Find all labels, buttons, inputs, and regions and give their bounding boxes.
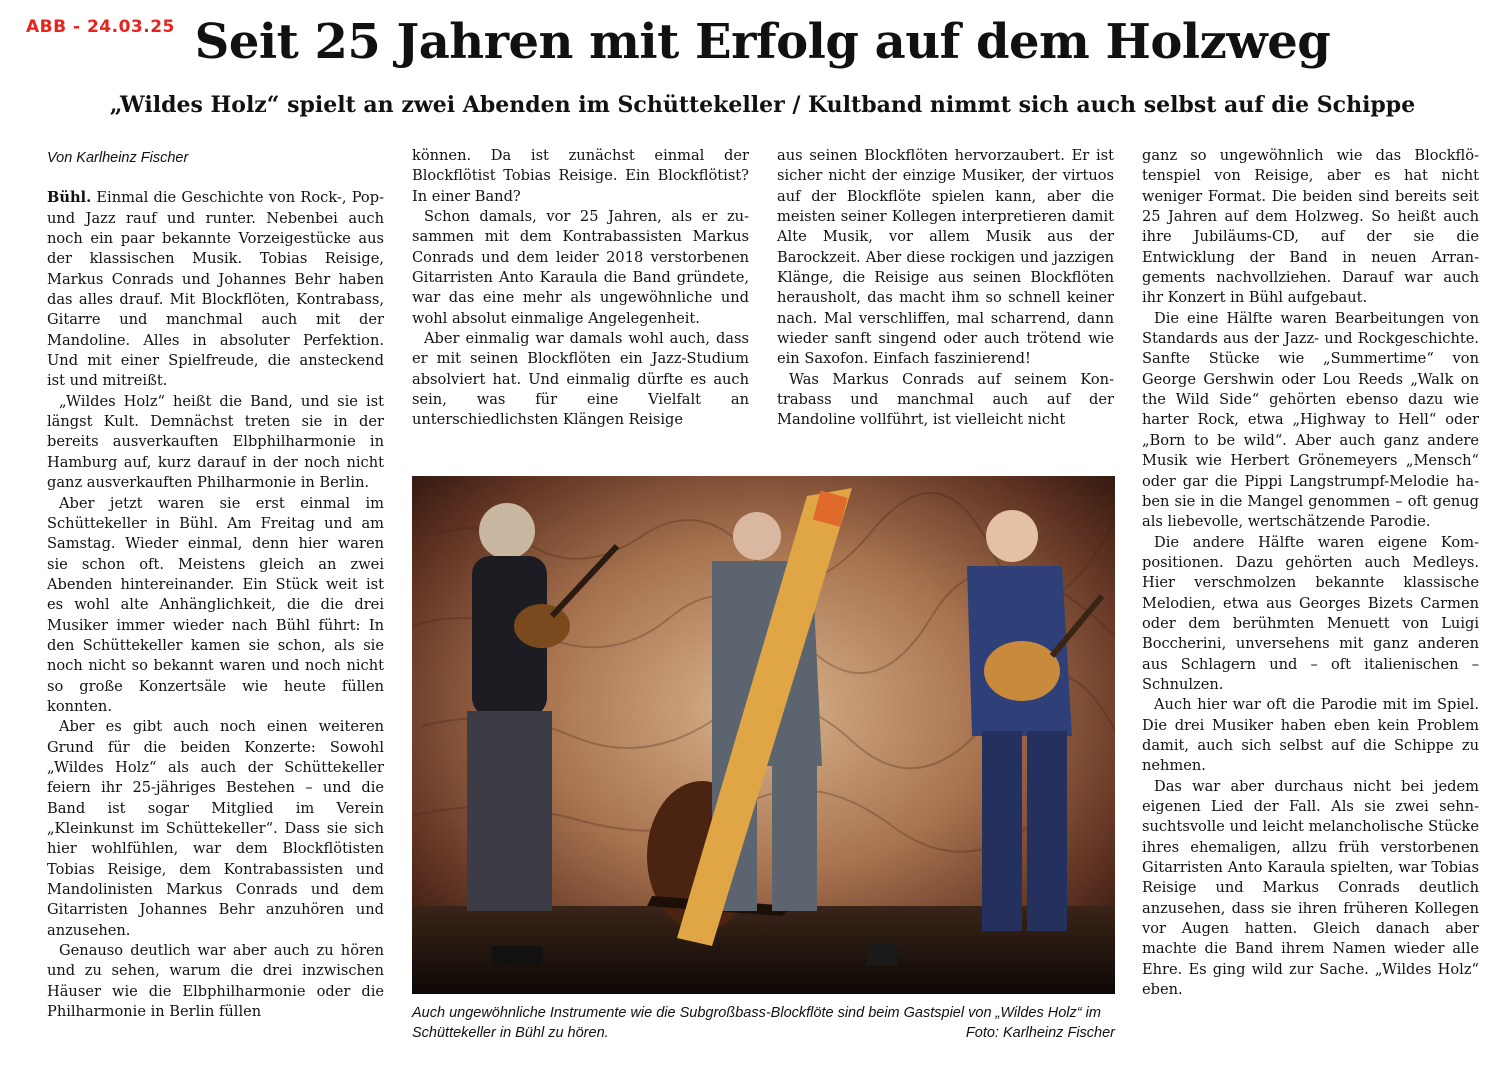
paragraph: Auch hier war oft die Parodie mit im Spiel. Die drei Musiker haben eben kein Problem damit, auch sich selbst auf die Schippe zu nehmen. xyxy=(1142,696,1479,775)
paragraph: Die eine Hälfte waren Bearbeitungen von Standards aus der Jazz- und Rockgeschichte. Sanfte Stücke wie „Summertime“ von George Gershwin oder Lou Reeds „Walk on the Wild Side“ gehörten ebenso dazu wie harter Rock, etwa „Highway to Hell“ oder „Born to be wild“. Aber auch ganz andere Musik wie Herbert Grönemeyers „Mensch“ oder gar die Pippi Langstrumpf-Melodie haben sie in die Mangel genommen – oft genug als liebevolle, wertschätzende Parodie. xyxy=(1142,309,1479,531)
article-subheadline: „Wildes Holz“ spielt an zwei Abenden im Schüttekeller / Kultband nimmt sich auch selbst auf die Schippe xyxy=(109,92,1416,118)
paragraph: „Wildes Holz“ heißt die Band, und sie ist längst Kult. Demnächst treten sie in der bereits ausverkauften Elbphilharmonie in Hamburg auf, kurz darauf in der noch nicht ganz ausverkauften Philharmonie in Berlin. xyxy=(47,392,384,492)
paragraph: Das war aber durchaus nicht bei jedem eigenen Lied der Fall. Als sie zwei sehnsuchtsvolle und leicht melancholische Stücke ihres ehemaligen, allzu früh verstorbenen Gitarristen Anto Karaula spielten, war Tobias Reisige und Markus Conrads deutlich anzusehen, dass sie ihren früheren Kollegen vor Augen hatten. Gleich danach aber machte die Band ihrem Namen wieder alle Ehre. Es ging wild zur Sache. „Wildes Holz“ eben. xyxy=(1142,777,1479,999)
paragraph xyxy=(47,188,384,391)
photo-caption xyxy=(412,1003,1115,1043)
paragraph: Was Markus Conrads auf seinem Kontrabass und manchmal auch auf der Mandoline vollführt, ist vielleicht nicht xyxy=(777,370,1114,429)
article-column-4 xyxy=(1142,146,1479,1000)
paragraph: Aber einmalig war damals wohl auch, dass er mit seinen Blockflöten ein Jazz-Studium absolviert hat. Und einmalig dürfte es auch sein, was für eine Vielfalt an unterschiedlichsten Klängen Reisige xyxy=(412,330,749,429)
article-column-3 xyxy=(777,146,1114,431)
paragraph: Die andere Hälfte waren eigene Kompositionen. Dazu gehörten auch Medleys. Hier verschmolzen bekannte klassische Melodien, etwa aus Georges Bizets Carmen oder dem berühmten Menuett von Luigi Boccherini, unversehens mit ganz anderen aus Schlagern und – oft italienischen – Schnulzen. xyxy=(1142,533,1479,693)
caption-text: Auch ungewöhnliche Instrumente wie die Subgroßbass-Blockflöte sind beim Gastspiel von „Wildes Holz“ im Schüttekeller in Bühl zu hören. xyxy=(412,1005,1101,1041)
paragraph: Aber jetzt waren sie erst einmal im Schüttekeller in Bühl. Am Freitag und am Samstag. Wieder einmal, denn hier waren sie schon oft. Meistens gleich an zwei Abenden hintereinander. Ein Stück weit ist es wohl alte Anhänglichkeit, die die drei Musiker immer wieder nach Bühl führt: In den Schüttekeller kamen sie schon, als sie noch nicht so bekannt waren und noch nicht so große Konzertsäle wie heute füllen konnten. xyxy=(47,494,384,715)
author-byline: Von Karlheinz Fischer xyxy=(47,150,189,166)
paragraph: Aber es gibt auch noch einen weiteren Grund für die beiden Konzerte: Sowohl „Wildes Holz“ als auch der Schüttekeller feiern ihr 25-jähriges Bestehen – und die Band ist sogar Mitglied im Verein „Kleinkunst im Schüttekeller“. Dass sie sich hier wohlfühlen, war dem Blockflötisten Tobias Reisige, dem Kontrabassisten und Mandolinisten Markus Conrads und dem Gitarristen Johannes Behr anzuhören und anzusehen. xyxy=(47,718,384,939)
photo-credit: Foto: Karlheinz Fischer xyxy=(965,1025,1115,1041)
paragraph: können. Da ist zunächst einmal der Blockflötist Tobias Reisige. Ein Blockflötist? In einer Band? xyxy=(412,147,749,205)
paragraph: Genauso deutlich war aber auch zu hören und zu sehen, warum die drei inzwischen Häuser wie die Elbphilharmonie oder die Philharmonie in Berlin füllen xyxy=(47,942,384,1021)
paragraph: ganz so ungewöhnlich wie das Blockflötenspiel von Reisige, aber es hat nicht weniger Format. Die beiden sind bereits seit 25 Jahren auf dem Holzweg. So heißt auch ihre Jubiläums-CD, auf der sie die Entwicklung der Band in neuen Arrangements nachvollziehen. Darauf war auch ihr Konzert in Bühl aufgebaut. xyxy=(1142,147,1479,307)
paragraph: Schon damals, vor 25 Jahren, als er zusammen mit dem Kontrabassisten Markus Conrads und dem leider 2018 verstorbenen Gitarristen Anto Karaula die Band gründete, war das eine mehr als ungewöhnliche und wohl absolut einmalige Angelegenheit. xyxy=(412,208,749,327)
article-column-2 xyxy=(412,146,749,431)
archive-date-tag: ABB - 24.03.25 xyxy=(26,17,175,37)
article-column-1 xyxy=(47,146,384,1022)
dateline: Bühl. xyxy=(47,189,92,207)
paragraph-text: Einmal die Geschichte von Rock-, Pop- und Jazz rauf und runter. Nebenbei auch noch ein paar bekannte Vorzeigestücke aus der klassischen Musik. Tobias Reisige, Markus Conrads und Johannes Behr haben das alles drauf. Mit Blockflöten, Kontrabass, Gitarre und manchmal auch mit der Mandoline. Alles in absoluter Perfektion. Und mit einer Spielfreude, die ansteckend ist und mitreißt. xyxy=(47,189,384,390)
paragraph: aus seinen Blockflöten hervorzaubert. Er ist sicher nicht der einzige Musiker, der virtuos auf der Blockflöte spielen kann, aber die meisten seiner Kollegen interpretieren damit Alte Musik, vor allem Musik aus der Barockzeit. Aber diese rockigen und jazzigen Klänge, die Reisige aus seinen Blockflöten herausholt, das macht ihm so schnell keiner nach. Mal verschliffen, mal scharrend, dann wieder sanft singend oder auch trötend wie ein Saxofon. Einfach faszinierend! xyxy=(777,147,1114,368)
article-headline: Seit 25 Jahren mit Erfolg auf dem Holzweg xyxy=(194,14,1331,70)
concert-photo-illustration xyxy=(412,476,1115,994)
concert-photo xyxy=(412,476,1115,994)
